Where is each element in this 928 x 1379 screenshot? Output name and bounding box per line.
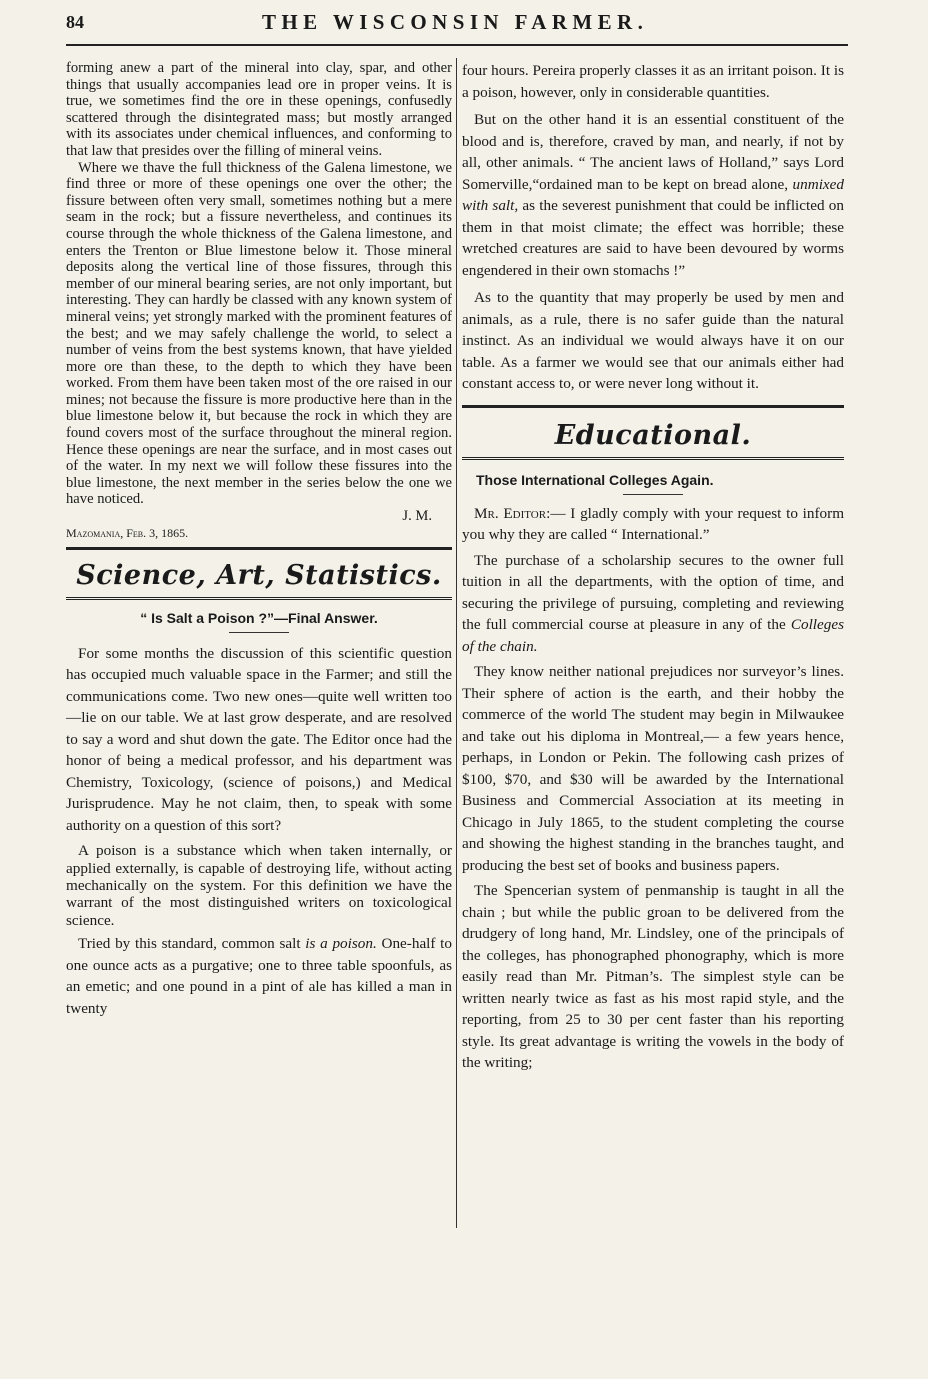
colleges-paragraph-4: The Spencerian system of penmanship is taught in all the chain ; but while the public groan to be delivered from the drudgery of long hand, Mr. Lindsley, one of the principals of the colleges, has phonographed phonography, which is more easily read than Mr. Pitman’s. The simplest style can be written nearly twice as fast as his most rapid style, and the reporting, from 25 to 30 per cent faster than his reporting style. Its great advantage is writing the vowels in the body of the writing; <box>462 882 844 1071</box>
page-header <box>66 10 846 38</box>
left-column <box>66 60 452 1019</box>
dateline-date: Feb. 3, 1865. <box>126 525 189 540</box>
running-title: THE WISCONSIN FARMER. <box>262 10 649 34</box>
article-title-salt: “ Is Salt a Poison ?”—Final Answer. <box>140 609 378 626</box>
column-divider <box>456 58 457 1228</box>
section-title-educational: Educational. <box>554 419 752 451</box>
mineral-paragraph-1: forming anew a part of the mineral into clay, spar, and other things that usually accompanies lead ore in proper veins. It is true, we sometimes find the ore in these openings, confusedly scattered through the disintegrated mass; but mostly arranged with its associates under chemical influences, and conforming to that law that presides over the filling of mineral veins. <box>66 60 452 159</box>
section-title-science: Science, Art, Statistics. <box>76 559 442 591</box>
salt-continued-paragraph: four hours. Pereira properly classes it as an irritant poison. It is a poison, however, only in considerable quantities. <box>462 62 844 101</box>
salt-paragraph-3: Tried by this standard, common salt is a poison. One-half to one ounce acts as a purgative; one to three table spoonfuls, as an emetic; and one pound in a pint of ale has killed a man in twenty <box>66 935 452 1017</box>
section-title-rule-educational <box>462 457 844 460</box>
salt-quantity-paragraph: As to the quantity that may properly be used by men and animals, as a rule, there is no safer guide than the natural instinct. As an individual we would always have it on our table. As a farmer we would see that our animals either had constant access to, or were never long without it. <box>462 289 844 392</box>
colleges-paragraph-2: The purchase of a scholarship secures to the owner full tuition in all the departments, with the option of time, and securing the privilege of pursuing, completing and reviewing the full commercial course at pleasure in any of the Colleges of the chain. <box>462 551 844 655</box>
signoff <box>66 508 452 525</box>
colleges-paragraph-1: Mr. Editor:— I gladly comply with your request to inform you why they are called “ International.” <box>462 504 845 543</box>
emphasis-colleges-chain: Colleges of the chain. <box>462 616 844 655</box>
salt-paragraph-1: For some months the discussion of this scientific question has occupied much valuable space in the Farmer; and still the communications come. Two new ones—quite well written too—lie on our table. We at last grow desperate, and are resolved to say a word and shut down the gate. The Editor once had the honor of being a medical professor, and his department was Chemistry, Toxicology, (science of poisons,) and Medical Jurisprudence. May he not claim, then, to speak with some authority on a question of this sort? <box>66 644 452 834</box>
emphasis-is-a-poison: is a poison. <box>305 935 377 953</box>
article-title-colleges: Those International Colleges Again. <box>476 471 714 488</box>
salutation: Mr. Editor <box>474 504 547 522</box>
emphasis-unmixed: unmixed with salt, <box>462 175 844 214</box>
colleges-paragraph-3: They know neither national prejudices nor surveyor’s lines. Their sphere of action is the earth, and their hobby the commerce of the world The student may begin in Milwaukee and take out his diploma in Montreal,— a few years hence, perhaps, in London or Pekin. The following cash prizes of $100, $70, and $30 will be awarded by the International Business and Commercial Association at its meeting in Chicago in July 1865, to the student completing the course and showing the highest standing in the branches taught, and producing the best set of books and business papers. <box>462 663 844 874</box>
section-rule-educational <box>462 405 844 408</box>
dateline <box>66 525 452 541</box>
mineral-paragraph-2: Where we thave the full thickness of the Galena limestone, we find three or more of these openings one over the other; the fissure between often very small, sometimes nothing but a mere seam in the rock; but a fissure nevertheless, and continues its course through the whole thickness of the Galena limestone, and enters the Trenton or Blue limestone below it. Those mineral deposits along the vertical line of those fissures, through this member of our mineral bearing series, are not only important, but interesting. They can hardly be classed with any known system of mineral veins; yet strongly marked with the prominent features of the best; and we may safely challenge the world, to select a number of veins from the best systems known, that have yielded more ore than these, to the depth to which they have been worked. From them have been taken most of the ore raised in our mines; not because the fissure is more productive here than in the blue limestone below it, but because the rock in which they are found covers most of the surface throughout the mineral region. Hence these openings are near the surface, and in most cases out of the water. In my next we will follow these fissures into the blue limestone, the next member in the series below the one we have noticed. <box>66 159 452 508</box>
article-title-rule-colleges <box>623 494 683 495</box>
author-signature: J. M. <box>402 508 432 525</box>
dateline-place: Mazomania, <box>66 525 124 540</box>
salt-paragraph-2: A poison is a substance which when taken internally, or applied externally, is capable of destroying life, without acting mechanically on the system. For this definition we have the warrant of the most distinguished writers on toxicological science. <box>66 842 452 929</box>
section-title-rule <box>66 597 452 600</box>
header-rule <box>66 44 848 46</box>
page-number: 84 <box>66 12 84 32</box>
right-column <box>462 60 844 1074</box>
salt-constituent-paragraph: But on the other hand it is an essential constituent of the blood and is, therefore, craved by man, and nearly, if not by all, other animals. “ The ancient laws of Holland,” says Lord Somerville,“ordained man to be kept on bread alone, unmixed with salt, as the severest punishment that could be inflicted on them in that moist climate; the effect was horrible; these wretched creatures are said to have been devoured by worms engendered in their own stomachs !” <box>462 111 844 279</box>
article-title-rule <box>229 632 289 633</box>
section-rule <box>66 547 452 550</box>
